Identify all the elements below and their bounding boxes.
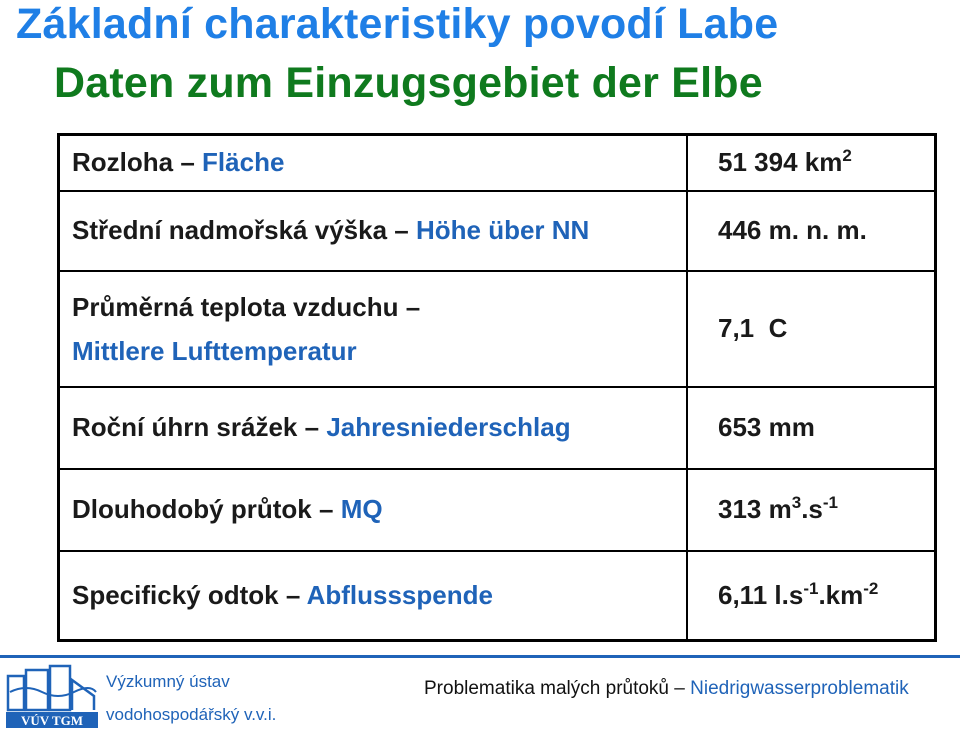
label-czech: Specifický odtok xyxy=(72,579,279,610)
label-german: Jahresniederschlag xyxy=(326,412,571,442)
value-text: 653 mm xyxy=(718,412,815,442)
value-text: 446 m. n. m. xyxy=(718,215,867,245)
row-label xyxy=(59,191,688,271)
row-value xyxy=(687,271,936,387)
dash: – xyxy=(285,579,301,610)
page-title-german: Daten zum Einzugsgebiet der Elbe xyxy=(54,59,763,107)
label-czech: Dlouhodobý průtok xyxy=(72,494,312,524)
row-label xyxy=(59,135,688,191)
table-row xyxy=(59,135,936,191)
footer-topic-german: Niedrigwasserproblematik xyxy=(690,678,909,699)
value-text: 7,1 C xyxy=(718,313,788,343)
row-label xyxy=(59,469,688,551)
label-czech: Průměrná teplota vzduchu xyxy=(72,291,399,322)
row-label xyxy=(59,271,688,387)
value-superscript: 2 xyxy=(842,146,852,166)
dash: – xyxy=(674,678,685,699)
dash: – xyxy=(304,412,320,442)
value-text: .km xyxy=(818,579,864,610)
label-czech: Střední nadmořská výška xyxy=(72,215,388,245)
label-german: MQ xyxy=(340,494,383,524)
catchment-data-table xyxy=(57,133,937,642)
value-superscript: -2 xyxy=(863,578,879,598)
value-text: 51 394 km xyxy=(718,147,843,178)
row-value xyxy=(687,551,936,641)
row-label xyxy=(59,551,688,641)
table-row xyxy=(59,551,936,641)
table-row xyxy=(59,271,936,387)
row-value xyxy=(687,387,936,469)
row-value xyxy=(687,135,936,191)
row-value xyxy=(687,191,936,271)
row-value xyxy=(687,469,936,551)
label-czech: Rozloha xyxy=(72,147,174,178)
institute-name-line2: vodohospodářský v.v.i. xyxy=(106,705,277,724)
institute-name-line1: Výzkumný ústav xyxy=(106,672,230,691)
label-german: Höhe über NN xyxy=(415,215,590,245)
vuv-tgm-logo-icon xyxy=(6,662,98,730)
table-row xyxy=(59,387,936,469)
value-superscript: -1 xyxy=(822,493,839,512)
value-text: 6,11 l.s xyxy=(718,579,804,610)
value-superscript: 3 xyxy=(791,493,802,512)
value-text: .s xyxy=(801,494,823,524)
footer-topic-czech: Problematika malých průtoků xyxy=(424,678,669,699)
footer-divider xyxy=(0,655,960,658)
dash: – xyxy=(405,291,421,322)
row-label xyxy=(59,387,688,469)
dash: – xyxy=(318,494,334,524)
table-row xyxy=(59,469,936,551)
footer-topic xyxy=(424,678,909,700)
value-text: 313 m xyxy=(718,494,792,524)
label-czech: Roční úhrn srážek xyxy=(72,412,298,442)
page-title-czech: Základní charakteristiky povodí Labe xyxy=(16,0,779,48)
table-row xyxy=(59,191,936,271)
dash: – xyxy=(394,215,409,245)
logo-text: VÚV TGM xyxy=(21,713,83,728)
label-german: Abflussspende xyxy=(306,579,493,610)
label-german: Fläche xyxy=(202,147,285,178)
value-superscript: -1 xyxy=(803,578,819,598)
label-german: Mittlere Lufttemperatur xyxy=(72,335,357,366)
dash: – xyxy=(180,147,195,178)
